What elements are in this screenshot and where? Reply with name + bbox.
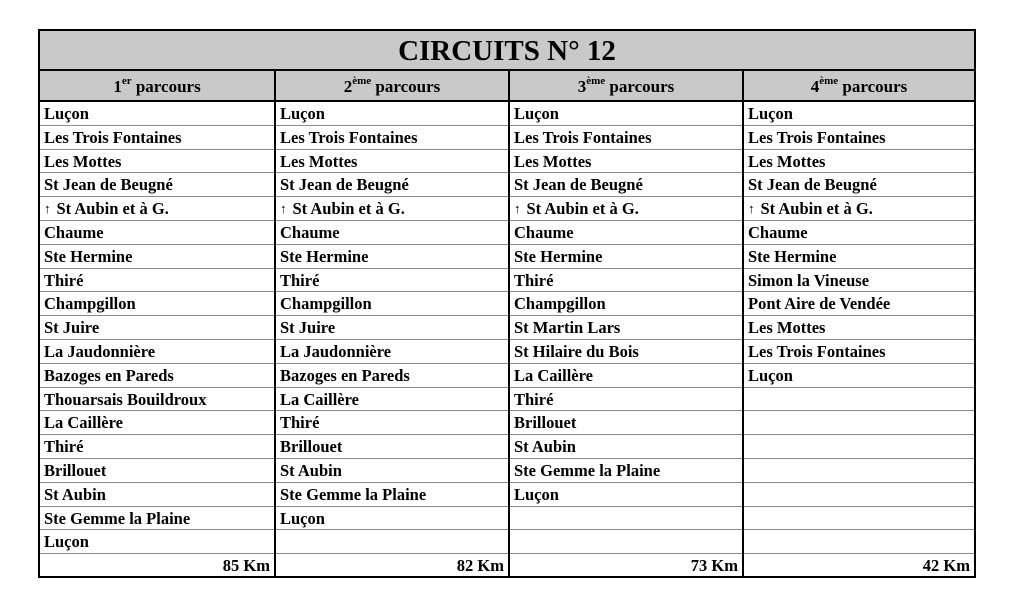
- header-word: parcours: [131, 77, 201, 96]
- stop-name: Champgillon: [514, 294, 606, 314]
- table-row: [510, 102, 742, 126]
- stop-name: Ste Hermine: [748, 246, 837, 266]
- table-row: [40, 483, 274, 507]
- table-row: [510, 292, 742, 316]
- page-title: CIRCUITS N° 12: [40, 31, 974, 71]
- header-ordinal: ème: [352, 75, 372, 88]
- table-row: [744, 173, 974, 197]
- table-row: [40, 316, 274, 340]
- stop-name: Luçon: [44, 104, 89, 123]
- stop-name: La Jaudonnière: [280, 341, 392, 361]
- header-word: parcours: [605, 77, 675, 96]
- table-row: [276, 459, 508, 483]
- route-column-2: [274, 71, 508, 576]
- table-row: [744, 221, 974, 245]
- table-row: [40, 173, 274, 197]
- stop-name: Les Mottes: [514, 151, 592, 171]
- stop-name: Thiré: [514, 270, 554, 290]
- table-row: [744, 364, 974, 388]
- stop-name: Chaume: [280, 222, 340, 242]
- table-row: [40, 411, 274, 435]
- stop-name: Brillouet: [514, 413, 577, 433]
- header-number: 2: [343, 77, 353, 96]
- table-row: [510, 411, 742, 435]
- table-row: [40, 221, 274, 245]
- table-row: [744, 388, 974, 412]
- route-column-3: [508, 71, 742, 576]
- up-arrow-icon: ↑: [514, 201, 521, 217]
- stop-name: Champgillon: [44, 294, 136, 314]
- up-arrow-icon: ↑: [748, 201, 755, 217]
- header-ordinal: ème: [819, 75, 839, 88]
- stop-name: Ste Gemme la Plaine: [514, 460, 661, 480]
- table-row: [276, 316, 508, 340]
- table-row: [510, 173, 742, 197]
- up-arrow-icon: ↑: [280, 201, 287, 217]
- table-row: [40, 340, 274, 364]
- table-row: [510, 530, 742, 554]
- table-row: [40, 388, 274, 412]
- table-row: [744, 530, 974, 554]
- column-header: [744, 71, 974, 102]
- table-row: [276, 411, 508, 435]
- stop-list: [744, 102, 974, 554]
- table-row: [276, 388, 508, 412]
- table-row: [744, 292, 974, 316]
- stop-name: Thiré: [280, 270, 320, 290]
- table-row: [510, 459, 742, 483]
- table-row: [276, 435, 508, 459]
- stop-list: [510, 102, 742, 554]
- table-row: [744, 435, 974, 459]
- table-row: [276, 364, 508, 388]
- table-row: [276, 530, 508, 554]
- header-number: 4: [810, 77, 820, 96]
- stop-name: St Aubin: [44, 484, 106, 504]
- stop-name: La Caillère: [514, 365, 593, 385]
- stop-name: Les Mottes: [748, 318, 826, 338]
- table-row: [744, 507, 974, 531]
- stop-name: Champgillon: [280, 294, 372, 314]
- stop-name: St Aubin et à G.: [526, 199, 639, 219]
- distance-total: 73 Km: [690, 556, 738, 576]
- table-row: [276, 126, 508, 150]
- stop-name: St Aubin et à G.: [292, 199, 405, 219]
- stop-name: Les Mottes: [44, 151, 122, 171]
- table-row: [276, 507, 508, 531]
- table-row: [40, 364, 274, 388]
- table-row: [744, 411, 974, 435]
- stop-name: Les Mottes: [748, 151, 826, 171]
- stop-name: Thiré: [44, 270, 84, 290]
- header-word: parcours: [838, 77, 908, 96]
- stop-name: Luçon: [44, 532, 89, 552]
- stop-name: St Juire: [280, 318, 336, 338]
- column-header: [276, 71, 508, 102]
- table-row: [40, 292, 274, 316]
- stop-name: Luçon: [748, 104, 793, 123]
- table-row: [276, 245, 508, 269]
- table-row: [276, 340, 508, 364]
- stop-name: Chaume: [44, 222, 104, 242]
- stop-name: La Jaudonnière: [44, 341, 156, 361]
- stop-name: St Jean de Beugné: [280, 175, 409, 195]
- stop-name: La Caillère: [44, 413, 123, 433]
- stop-name: Luçon: [514, 104, 559, 123]
- route-column-1: [40, 71, 274, 576]
- table-row: [744, 150, 974, 174]
- table-row: [744, 459, 974, 483]
- header-number: 1: [113, 77, 122, 96]
- stop-name: Brillouet: [280, 437, 343, 457]
- stop-name: Les Trois Fontaines: [514, 127, 652, 147]
- table-row: [510, 126, 742, 150]
- table-row: [276, 221, 508, 245]
- distance-total: 85 Km: [222, 556, 270, 576]
- table-row: [510, 364, 742, 388]
- stop-name: St Juire: [44, 318, 100, 338]
- table-row: [40, 435, 274, 459]
- stop-name: Luçon: [280, 104, 325, 123]
- table-row: [40, 197, 274, 221]
- stop-list: [276, 102, 508, 554]
- stop-list: [40, 102, 274, 554]
- table-row: [276, 292, 508, 316]
- column-header: [510, 71, 742, 102]
- stop-name: Luçon: [748, 365, 793, 385]
- table-row: [744, 245, 974, 269]
- table-row: [744, 340, 974, 364]
- table-row: [510, 507, 742, 531]
- stop-name: Ste Gemme la Plaine: [44, 508, 191, 528]
- table-row: [510, 435, 742, 459]
- circuits-table: [38, 29, 976, 578]
- table-row: [40, 150, 274, 174]
- table-row: [276, 197, 508, 221]
- table-row: [744, 102, 974, 126]
- header-number: 3: [577, 77, 587, 96]
- header-word: parcours: [371, 77, 441, 96]
- up-arrow-icon: ↑: [44, 201, 51, 217]
- table-row: [510, 150, 742, 174]
- stop-name: St Aubin: [514, 437, 576, 457]
- stop-name: Chaume: [514, 222, 574, 242]
- column-header: [40, 71, 274, 102]
- stop-name: Chaume: [748, 222, 808, 242]
- stop-name: Brillouet: [44, 460, 107, 480]
- table-row: [744, 483, 974, 507]
- table-row: [40, 530, 274, 554]
- stop-name: St Jean de Beugné: [514, 175, 643, 195]
- table-row: [40, 245, 274, 269]
- stop-name: Bazoges en Pareds: [280, 365, 410, 385]
- table-row: [510, 340, 742, 364]
- stop-name: Luçon: [514, 484, 559, 504]
- table-row: [510, 269, 742, 293]
- table-row: [276, 173, 508, 197]
- stop-name: St Jean de Beugné: [44, 175, 173, 195]
- stop-name: Ste Hermine: [44, 246, 133, 266]
- table-row: [40, 507, 274, 531]
- header-ordinal: ème: [586, 75, 606, 88]
- table-row: [276, 150, 508, 174]
- distance-total: 82 Km: [456, 556, 504, 576]
- route-column-4: [742, 71, 974, 576]
- table-row: [510, 483, 742, 507]
- stop-name: La Caillère: [280, 389, 359, 409]
- stop-name: Les Trois Fontaines: [280, 127, 418, 147]
- stop-name: St Hilaire du Bois: [514, 341, 639, 361]
- stop-name: Les Trois Fontaines: [44, 127, 182, 147]
- stop-name: St Aubin et à G.: [760, 199, 873, 219]
- table-row: [40, 102, 274, 126]
- stop-name: Thiré: [44, 437, 84, 457]
- stop-name: Ste Hermine: [280, 246, 369, 266]
- stop-name: Thiré: [514, 389, 554, 409]
- table-row: [510, 388, 742, 412]
- stop-name: St Aubin et à G.: [56, 199, 169, 219]
- stop-name: Ste Gemme la Plaine: [280, 484, 427, 504]
- table-row: [40, 459, 274, 483]
- stop-name: Thouarsais Bouildroux: [44, 389, 207, 409]
- stop-name: Ste Hermine: [514, 246, 603, 266]
- table-row: [510, 316, 742, 340]
- stop-name: Les Mottes: [280, 151, 358, 171]
- table-row: [40, 126, 274, 150]
- stop-name: Pont Aire de Vendée: [748, 294, 891, 314]
- distance-total: 42 Km: [922, 556, 970, 576]
- stop-name: Thiré: [280, 413, 320, 433]
- table-row: [510, 221, 742, 245]
- stop-name: St Jean de Beugné: [748, 175, 877, 195]
- stop-name: St Aubin: [280, 460, 342, 480]
- stop-name: Bazoges en Pareds: [44, 365, 174, 385]
- table-row: [276, 483, 508, 507]
- table-row: [744, 126, 974, 150]
- table-row: [744, 269, 974, 293]
- table-row: [510, 197, 742, 221]
- stop-name: Les Trois Fontaines: [748, 341, 886, 361]
- table-row: [276, 102, 508, 126]
- stop-name: Luçon: [280, 508, 325, 528]
- stop-name: Les Trois Fontaines: [748, 127, 886, 147]
- table-row: [744, 316, 974, 340]
- table-row: [40, 269, 274, 293]
- stop-name: Simon la Vineuse: [748, 270, 870, 290]
- table-row: [510, 245, 742, 269]
- table-row: [744, 197, 974, 221]
- header-ordinal: er: [121, 75, 132, 88]
- stop-name: St Martin Lars: [514, 318, 621, 338]
- table-row: [276, 269, 508, 293]
